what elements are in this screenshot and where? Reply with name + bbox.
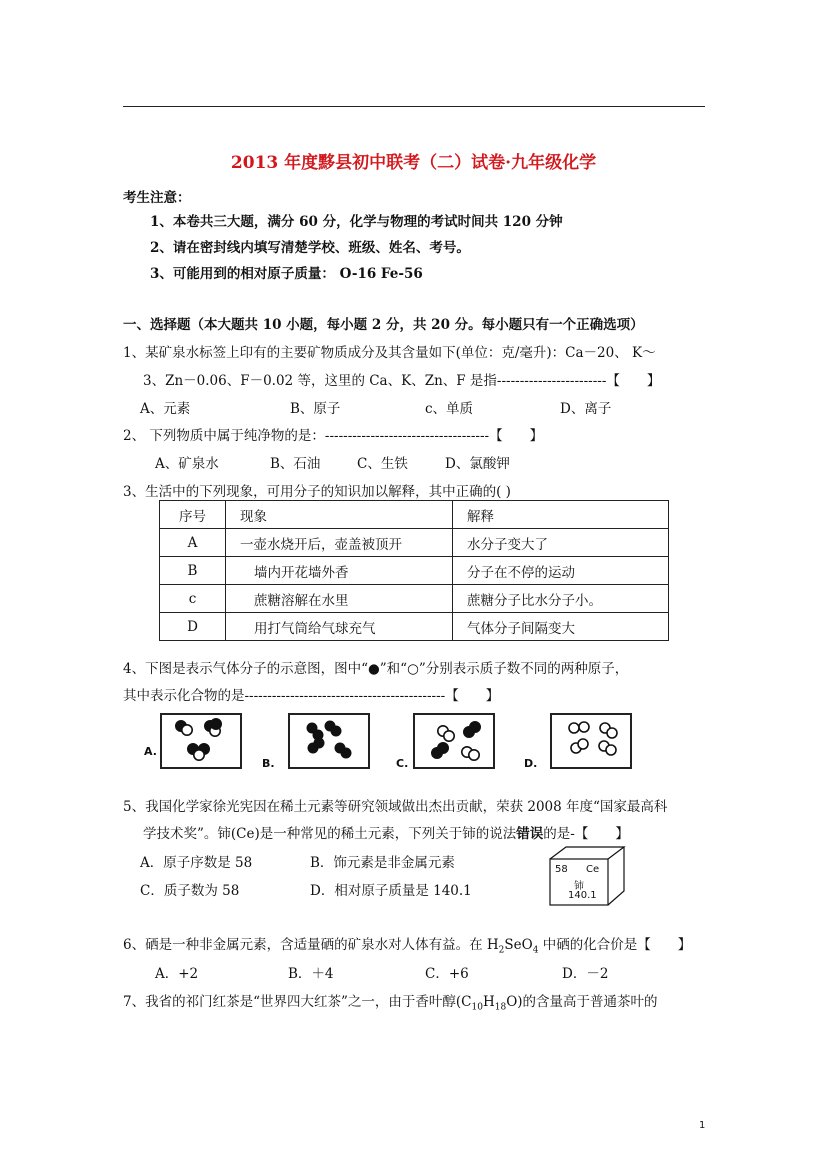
notice-item-3: 3、可能用到的相对原子质量： O-16 Fe-56 <box>150 266 423 282</box>
q7-formula-sub: 18 <box>494 1002 507 1013</box>
element-number: 58 <box>555 864 568 875</box>
table-header-cell: 解释 <box>467 508 494 525</box>
q2-option-c: C、生铁 <box>357 456 408 472</box>
notice-item-2: 2、请在密封线内填写清楚学校、班级、姓名、考号。 <box>150 240 470 256</box>
q6-stem-bracket: 中硒的化合价是【 】 <box>538 937 692 953</box>
q5-option-c: C．质子数为 58 <box>140 883 240 899</box>
q3-table <box>159 500 669 641</box>
q6-option-b: B．＋4 <box>288 966 334 982</box>
q1-option-b: B、原子 <box>290 401 341 417</box>
molecule-diagram-d <box>550 713 632 769</box>
table-header-cell: 现象 <box>240 508 267 525</box>
q4-stem-line2: 其中表示化合物的是--------------------------------------------【 】 <box>123 688 500 704</box>
q2-option-b: B、石油 <box>270 456 321 472</box>
table-header-row <box>160 501 669 529</box>
table-cell: 用打气筒给气球充气 <box>254 620 376 637</box>
page-number: 1 <box>699 1120 706 1131</box>
element-cell-cube <box>548 845 628 907</box>
table-cell: 蔗糖分子比水分子小。 <box>467 592 602 609</box>
table-cell: c <box>160 585 226 613</box>
q2-option-d: D、氯酸钾 <box>445 456 510 472</box>
molecule-diagram-c <box>413 713 495 769</box>
q7-formula-text: H <box>482 994 495 1010</box>
molecule-diagram-b <box>288 713 370 769</box>
diagram-label-b: B. <box>262 757 275 770</box>
table-row <box>160 613 669 641</box>
q1-option-c: c、单质 <box>425 401 474 417</box>
q6-stem-text: 6、硒是一种非金属元素，含适量硒的矿泉水对人体有益。在 H <box>123 937 499 953</box>
q4-stem-line1: 4、下图是表示气体分子的示意图，图中“●”和“○”分别表示质子数不同的两种原子， <box>123 661 629 677</box>
table-cell: B <box>160 557 226 585</box>
section-heading: 一、选择题（本大题共 10 小题，每小题 2 分，共 20 分。每小题只有一个正确选项） <box>123 317 644 333</box>
q5-emphasis: 错误 <box>516 826 544 842</box>
q5-stem-text: 学技术奖”。铈(Ce)是一种常见的稀土元素，下列关于铈的说法 <box>143 826 517 842</box>
q1-option-d: D、离子 <box>560 401 612 417</box>
diagram-label-c: C. <box>396 757 409 770</box>
table-cell: 蔗糖溶解在水里 <box>254 592 349 609</box>
q6-stem <box>123 933 691 956</box>
q6-formula-text: SeO <box>504 937 533 953</box>
table-cell: 气体分子间隔变大 <box>467 620 575 637</box>
notice-item-1: 1、本卷共三大题，满分 60 分，化学与物理的考试时间共 120 分钟 <box>150 214 563 230</box>
element-mass: 140.1 <box>568 890 597 901</box>
q5-option-a: A．原子序数是 58 <box>140 855 253 871</box>
diagram-label-a: A. <box>144 745 157 758</box>
table-cell: 一壶水烧开后，壶盖被顶开 <box>240 536 402 553</box>
table-row <box>160 529 669 557</box>
diagram-label-d: D. <box>524 757 538 770</box>
q6-option-d: D．－2 <box>562 966 609 982</box>
notice-heading: 考生注意： <box>123 190 191 206</box>
page-title: 2013 年度黟县初中联考（二）试卷·九年级化学 <box>230 153 597 173</box>
molecule-diagram-a <box>160 713 242 769</box>
table-cell: A <box>160 529 226 557</box>
element-symbol: Ce <box>586 864 600 875</box>
q6-option-a: A．+2 <box>155 966 199 982</box>
table-cell: D <box>160 613 226 641</box>
table-cell: 分子在不停的运动 <box>467 564 575 581</box>
element-name: 铈 <box>574 881 584 892</box>
q5-stem-line2 <box>143 822 629 842</box>
q2-option-a: A、矿泉水 <box>155 456 219 472</box>
q3-stem: 3、生活中的下列现象，可用分子的知识加以解释，其中正确的( ) <box>123 484 511 500</box>
table-header-cell: 序号 <box>160 501 226 529</box>
q1-option-a: A、元素 <box>140 401 191 417</box>
q1-stem-line2: 3、Zn－0.06、F－0.02 等，这里的 Ca、K、Zn、F 是指------------------------【 】 <box>143 373 661 389</box>
table-row <box>160 557 669 585</box>
q5-option-d: D．相对原子质量是 140.1 <box>310 883 472 899</box>
q6-formula-sub: 2 <box>498 945 505 956</box>
header-rule <box>123 106 705 107</box>
q7-stem-tail: O)的含量高于普通茶叶的 <box>506 994 658 1010</box>
q6-formula-sub: 4 <box>532 945 539 956</box>
table-row <box>160 585 669 613</box>
q7-stem <box>123 990 658 1013</box>
q1-stem-line1: 1、某矿泉水标签上印有的主要矿物质成分及其含量如下(单位：克/毫升)：Ca－20、 K～ <box>123 345 656 361</box>
q5-stem-bracket: 的是-【 】 <box>543 826 629 842</box>
table-cell: 水分子变大了 <box>467 536 548 553</box>
q5-stem-line1: 5、我国化学家徐光宪因在稀土元素等研究领域做出杰出贡献，荣获 2008 年度“国家最高科 <box>123 799 668 815</box>
table-cell: 墙内开花墙外香 <box>254 564 349 581</box>
q7-stem-text: 7、我省的祁门红茶是“世界四大红茶”之一，由于香叶醇(C <box>123 994 472 1010</box>
q5-option-b: B．饰元素是非金属元素 <box>310 855 455 871</box>
q2-stem: 2、 下列物质中属于纯净物的是：------------------------------------【 】 <box>123 428 544 444</box>
q7-formula-sub: 10 <box>471 1002 483 1013</box>
q6-option-c: C．+6 <box>425 966 469 982</box>
